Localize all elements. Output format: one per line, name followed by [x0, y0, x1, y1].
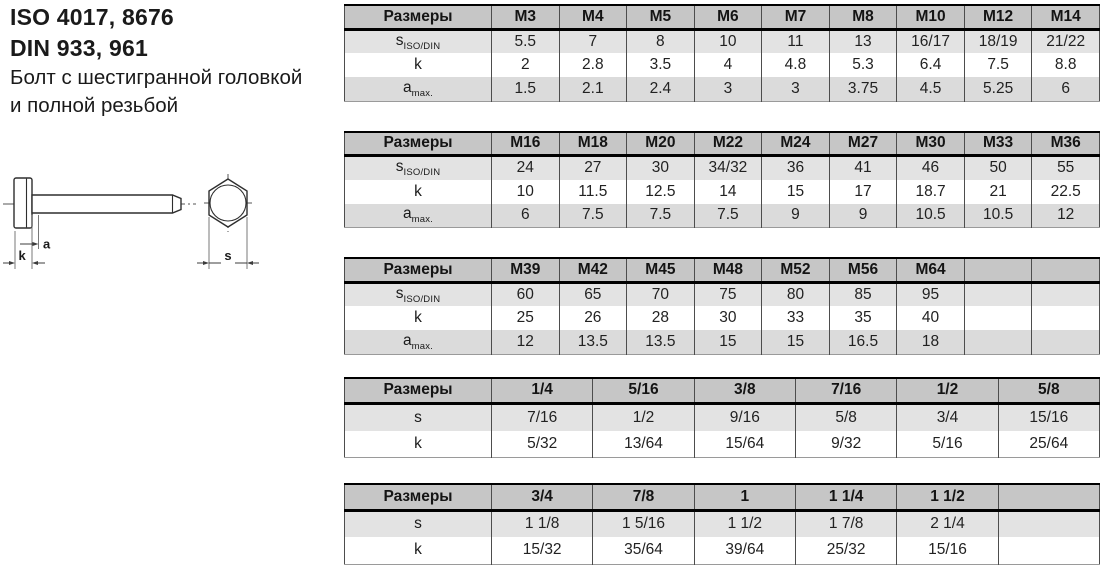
value-cell: 5/32: [492, 431, 593, 458]
row-label-symbol: a: [402, 205, 412, 223]
value-cell: 46: [897, 156, 965, 180]
size-header-cell: M7: [762, 5, 830, 29]
value-cell: [964, 330, 1032, 354]
value-cell: 22.5: [1032, 180, 1100, 204]
value-cell: 8: [627, 29, 695, 53]
size-header-cell: M56: [829, 258, 897, 282]
dimension-table-m16-m36: [344, 131, 1100, 229]
value-cell: 5/8: [795, 404, 896, 431]
value-cell: [964, 282, 1032, 306]
value-cell: 21: [964, 180, 1032, 204]
value-cell: 75: [694, 282, 762, 306]
value-cell: 18.7: [897, 180, 965, 204]
dimension-table-m39-m64: [344, 257, 1100, 355]
value-cell: 12: [1032, 204, 1100, 228]
dim-arrow-s-right: [247, 261, 253, 265]
value-cell: 3/4: [897, 404, 998, 431]
value-cell: 41: [829, 156, 897, 180]
value-cell: 2.8: [559, 53, 627, 77]
value-cell: 25/32: [795, 537, 896, 564]
value-cell: [998, 510, 1099, 537]
size-header-cell: M16: [492, 132, 560, 156]
size-header-cell: M6: [694, 5, 762, 29]
table-row: [345, 306, 1100, 330]
table-row: [345, 282, 1100, 306]
value-cell: 7.5: [964, 53, 1032, 77]
value-cell: 11.5: [559, 180, 627, 204]
value-cell: 1/2: [593, 404, 694, 431]
value-cell: 10.5: [897, 204, 965, 228]
value-cell: 4: [694, 53, 762, 77]
size-header-cell: 1/4: [492, 378, 593, 404]
value-cell: 5.5: [492, 29, 560, 53]
value-cell: 16/17: [897, 29, 965, 53]
row-label-symbol: s: [395, 284, 404, 302]
value-cell: [998, 537, 1099, 564]
value-cell: [1032, 330, 1100, 354]
value-cell: [1032, 282, 1100, 306]
value-cell: 15/64: [694, 431, 795, 458]
size-header-cell: M27: [829, 132, 897, 156]
value-cell: 60: [492, 282, 560, 306]
row-label: [345, 77, 492, 101]
value-cell: 35: [829, 306, 897, 330]
value-cell: 5/16: [897, 431, 998, 458]
table-row: [345, 180, 1100, 204]
dimension-table: [344, 131, 1100, 229]
size-header-cell: 1/2: [897, 378, 998, 404]
value-cell: 18/19: [964, 29, 1032, 53]
value-cell: 7.5: [559, 204, 627, 228]
size-header-cell: M48: [694, 258, 762, 282]
value-cell: 6: [1032, 77, 1100, 101]
size-header-cell: M3: [492, 5, 560, 29]
value-cell: 15: [762, 180, 830, 204]
value-cell: 13: [829, 29, 897, 53]
size-header-cell: 7/16: [795, 378, 896, 404]
value-cell: 10: [694, 29, 762, 53]
value-cell: 2: [492, 53, 560, 77]
row-label-symbol: k: [414, 182, 422, 200]
left-panel: [10, 2, 340, 120]
size-header-cell: M36: [1032, 132, 1100, 156]
product-description-line2: и полной резьбой: [10, 94, 179, 117]
row-label: [345, 53, 492, 77]
value-cell: 25: [492, 306, 560, 330]
value-cell: 1 5/16: [593, 510, 694, 537]
size-header-cell: M4: [559, 5, 627, 29]
value-cell: 39/64: [694, 537, 795, 564]
row-label-subscript: ISO/DIN: [403, 293, 441, 305]
value-cell: 12.5: [627, 180, 695, 204]
row-label-symbol: s: [414, 408, 422, 426]
bolt-shaft: [32, 195, 181, 213]
row-label-symbol: k: [414, 541, 422, 559]
dim-label-a: a: [43, 236, 51, 252]
value-cell: 1 1/8: [492, 510, 593, 537]
value-cell: 14: [694, 180, 762, 204]
row-label: [345, 180, 492, 204]
value-cell: 13.5: [559, 330, 627, 354]
table-title-cell: Размеры: [383, 7, 453, 25]
size-header-cell: M64: [897, 258, 965, 282]
hex-head-outline: [209, 179, 247, 227]
value-cell: 21/22: [1032, 29, 1100, 53]
value-cell: 9: [829, 204, 897, 228]
size-header-cell: M45: [627, 258, 695, 282]
size-header-cell: 5/8: [998, 378, 1099, 404]
value-cell: 4.8: [762, 53, 830, 77]
standards-title-iso: ISO 4017, 8676: [10, 4, 174, 30]
size-header-cell: M10: [897, 5, 965, 29]
row-label-symbol: s: [414, 515, 422, 533]
row-label-symbol: k: [414, 434, 422, 452]
value-cell: 3: [762, 77, 830, 101]
size-header-cell: 1 1/2: [897, 484, 998, 510]
value-cell: 9/16: [694, 404, 795, 431]
value-cell: 5.25: [964, 77, 1032, 101]
value-cell: 7.5: [694, 204, 762, 228]
row-label: [345, 306, 492, 330]
table-title-cell: Размеры: [383, 134, 453, 152]
size-header-cell: M18: [559, 132, 627, 156]
value-cell: [1032, 306, 1100, 330]
value-cell: 15: [762, 330, 830, 354]
size-header-cell: 7/8: [593, 484, 694, 510]
size-header-cell: M39: [492, 258, 560, 282]
value-cell: 15/32: [492, 537, 593, 564]
value-cell: 50: [964, 156, 1032, 180]
value-cell: 1.5: [492, 77, 560, 101]
standards-title-din: DIN 933, 961: [10, 35, 148, 61]
size-header-cell: M24: [762, 132, 830, 156]
value-cell: 27: [559, 156, 627, 180]
dimension-table-m3-m14: [344, 4, 1100, 102]
size-header-cell: M14: [1032, 5, 1100, 29]
value-cell: 3.5: [627, 53, 695, 77]
size-header-cell: M52: [762, 258, 830, 282]
value-cell: 36: [762, 156, 830, 180]
value-cell: 34/32: [694, 156, 762, 180]
dim-label-k: k: [18, 248, 26, 263]
dimension-table-inch-large: [344, 483, 1100, 565]
table-row: [345, 29, 1100, 53]
table-row: [345, 330, 1100, 354]
dimension-tables-column: [344, 0, 1100, 565]
row-label: [345, 537, 492, 564]
dim-arrow-s-left: [203, 261, 209, 265]
row-label: [345, 404, 492, 431]
size-header-cell: [964, 258, 1032, 282]
value-cell: 28: [627, 306, 695, 330]
value-cell: 12: [492, 330, 560, 354]
dim-arrow-k-left: [9, 261, 15, 265]
value-cell: 2 1/4: [897, 510, 998, 537]
value-cell: 3.75: [829, 77, 897, 101]
size-header-cell: 1 1/4: [795, 484, 896, 510]
value-cell: 7: [559, 29, 627, 53]
value-cell: 2.1: [559, 77, 627, 101]
size-header-cell: [1032, 258, 1100, 282]
value-cell: 30: [694, 306, 762, 330]
size-header-cell: [998, 484, 1099, 510]
value-cell: 33: [762, 306, 830, 330]
value-cell: 40: [897, 306, 965, 330]
value-cell: 10.5: [964, 204, 1032, 228]
bolt-head-side: [14, 178, 32, 228]
row-label-symbol: s: [395, 158, 404, 176]
value-cell: 13.5: [627, 330, 695, 354]
size-header-cell: M22: [694, 132, 762, 156]
value-cell: [964, 306, 1032, 330]
table-row: [345, 537, 1100, 564]
row-label-subscript: max.: [411, 214, 433, 226]
row-label: [345, 330, 492, 354]
value-cell: 7.5: [627, 204, 695, 228]
value-cell: 30: [627, 156, 695, 180]
value-cell: 15: [694, 330, 762, 354]
table-row: [345, 156, 1100, 180]
row-label: [345, 29, 492, 53]
size-header-cell: M12: [964, 5, 1032, 29]
value-cell: 95: [897, 282, 965, 306]
row-label-symbol: a: [402, 78, 412, 96]
value-cell: 65: [559, 282, 627, 306]
table-row: [345, 510, 1100, 537]
value-cell: 11: [762, 29, 830, 53]
table-title-cell: Размеры: [383, 260, 453, 278]
dimension-table: [344, 4, 1100, 102]
row-label: [345, 282, 492, 306]
bolt-technical-drawing: [0, 168, 280, 303]
value-cell: 26: [559, 306, 627, 330]
bolt-drawing-svg: [0, 168, 280, 303]
size-header-cell: M42: [559, 258, 627, 282]
row-label: [345, 204, 492, 228]
row-label-subscript: max.: [411, 340, 433, 352]
dimension-table: [344, 483, 1100, 565]
dimension-table-inch-small: [344, 377, 1100, 459]
row-label-symbol: k: [414, 309, 422, 326]
value-cell: 1 7/8: [795, 510, 896, 537]
table-row: [345, 431, 1100, 458]
table-row: [345, 53, 1100, 77]
value-cell: 13/64: [593, 431, 694, 458]
row-label-symbol: s: [395, 31, 404, 49]
table-row: [345, 204, 1100, 228]
value-cell: 4.5: [897, 77, 965, 101]
value-cell: 6.4: [897, 53, 965, 77]
value-cell: 2.4: [627, 77, 695, 101]
value-cell: 3: [694, 77, 762, 101]
size-header-cell: M33: [964, 132, 1032, 156]
product-description-line1: Болт с шестигранной головкой: [10, 66, 303, 89]
dim-arrow-k-right: [32, 261, 38, 265]
value-cell: 9/32: [795, 431, 896, 458]
row-label: [345, 510, 492, 537]
size-header-cell: 1: [694, 484, 795, 510]
size-header-cell: 3/8: [694, 378, 795, 404]
value-cell: 7/16: [492, 404, 593, 431]
value-cell: 85: [829, 282, 897, 306]
value-cell: 16.5: [829, 330, 897, 354]
value-cell: 80: [762, 282, 830, 306]
row-label: [345, 156, 492, 180]
value-cell: 1 1/2: [694, 510, 795, 537]
value-cell: 35/64: [593, 537, 694, 564]
table-title-cell: Размеры: [383, 487, 453, 505]
table-title-cell: Размеры: [383, 381, 453, 399]
row-label: [345, 431, 492, 458]
value-cell: 55: [1032, 156, 1100, 180]
value-cell: 17: [829, 180, 897, 204]
row-label-subscript: max.: [411, 87, 433, 99]
value-cell: 18: [897, 330, 965, 354]
dimension-table: [344, 257, 1100, 355]
size-header-cell: M20: [627, 132, 695, 156]
size-header-cell: M8: [829, 5, 897, 29]
value-cell: 6: [492, 204, 560, 228]
value-cell: 15/16: [897, 537, 998, 564]
row-label-symbol: k: [414, 56, 422, 73]
value-cell: 5.3: [829, 53, 897, 77]
dimension-table: [344, 377, 1100, 459]
table-row: [345, 77, 1100, 101]
dim-label-s: s: [224, 248, 232, 263]
dim-arrow-a: [33, 242, 39, 246]
value-cell: 10: [492, 180, 560, 204]
value-cell: 24: [492, 156, 560, 180]
size-header-cell: 5/16: [593, 378, 694, 404]
size-header-cell: M5: [627, 5, 695, 29]
size-header-cell: M30: [897, 132, 965, 156]
value-cell: 8.8: [1032, 53, 1100, 77]
row-label-symbol: a: [402, 331, 412, 349]
row-label-subscript: ISO/DIN: [403, 40, 441, 52]
size-header-cell: 3/4: [492, 484, 593, 510]
row-label-subscript: ISO/DIN: [403, 167, 441, 179]
value-cell: 15/16: [998, 404, 1099, 431]
value-cell: 70: [627, 282, 695, 306]
value-cell: 9: [762, 204, 830, 228]
table-row: [345, 404, 1100, 431]
value-cell: 25/64: [998, 431, 1099, 458]
